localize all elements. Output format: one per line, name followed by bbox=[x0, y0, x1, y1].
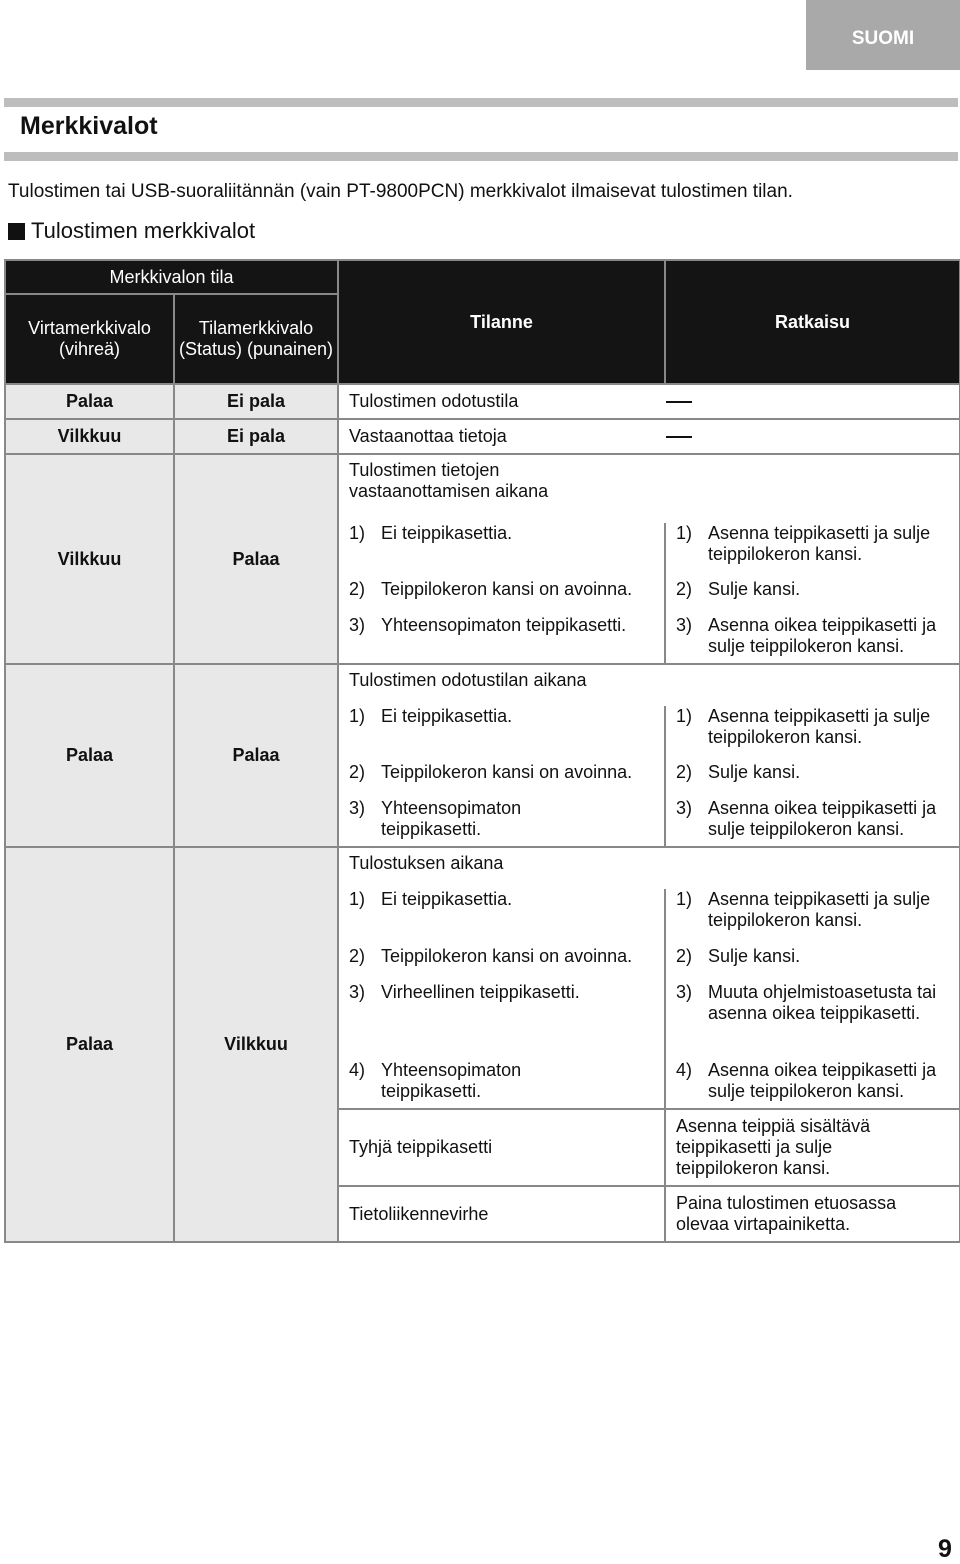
table-row bbox=[5, 847, 960, 889]
solution-item: 1) Asenna teippikasetti ja sulje teippilokeron kansi. bbox=[665, 523, 960, 579]
table-row bbox=[5, 419, 960, 454]
situation-item: 1) Ei teippikasettia. bbox=[338, 523, 665, 579]
dash-icon bbox=[666, 436, 692, 438]
power-cell: Vilkkuu bbox=[5, 454, 174, 664]
situation-item: 2) Teippilokeron kansi on avoinna. bbox=[338, 762, 665, 798]
situation-item: 3) Yhteensopimaton teippikasetti. bbox=[338, 615, 665, 664]
situation-heading: Tulostuksen aikana bbox=[338, 847, 960, 889]
table-row bbox=[5, 664, 960, 706]
situation-item: 3) Virheellinen teippikasetti. bbox=[338, 982, 665, 1060]
situation-item: 1) Ei teippikasettia. bbox=[338, 706, 665, 762]
status-cell: Ei pala bbox=[174, 419, 338, 454]
subsection-title bbox=[8, 218, 255, 244]
status-cell: Ei pala bbox=[174, 384, 338, 419]
power-cell: Palaa bbox=[5, 847, 174, 1242]
header-solution: Ratkaisu bbox=[665, 260, 960, 384]
indicator-table bbox=[4, 259, 960, 1243]
header-power-light: Virtamerkkivalo (vihreä) bbox=[5, 294, 174, 384]
top-rule bbox=[4, 98, 958, 107]
power-cell: Palaa bbox=[5, 664, 174, 847]
intro-text: Tulostimen tai USB-suoraliitännän (vain PT-9800PCN) merkkivalot ilmaisevat tulostimen tilan. bbox=[8, 181, 793, 202]
status-cell: Palaa bbox=[174, 664, 338, 847]
situation-text: Tulostimen odotustila bbox=[349, 391, 519, 411]
table-row bbox=[5, 384, 960, 419]
square-bullet-icon bbox=[8, 223, 25, 240]
language-tab: SUOMI bbox=[806, 0, 960, 70]
page-number: 9 bbox=[938, 1535, 952, 1563]
situation-item: 1) Ei teippikasettia. bbox=[338, 889, 665, 946]
situation-heading: Tulostimen tietojen vastaanottamisen aikana bbox=[338, 454, 960, 523]
solution-item: 1) Asenna teippikasetti ja sulje teippilokeron kansi. bbox=[665, 706, 960, 762]
solution-item: 2) Sulje kansi. bbox=[665, 946, 960, 982]
situation-cell bbox=[338, 384, 960, 419]
solution-item: 3) Asenna oikea teippikasetti ja sulje teippilokeron kansi. bbox=[665, 615, 960, 664]
power-cell: Palaa bbox=[5, 384, 174, 419]
situation-cell: Tietoliikennevirhe bbox=[338, 1186, 665, 1242]
solution-cell: Paina tulostimen etuosassa olevaa virtapainiketta. bbox=[665, 1186, 960, 1242]
header-indicator-state: Merkkivalon tila bbox=[5, 260, 338, 294]
situation-heading: Tulostimen odotustilan aikana bbox=[338, 664, 960, 706]
situation-cell bbox=[338, 419, 960, 454]
situation-cell: Tyhjä teippikasetti bbox=[338, 1109, 665, 1186]
solution-item: 3) Asenna oikea teippikasetti ja sulje teippilokeron kansi. bbox=[665, 798, 960, 847]
situation-item: 4) Yhteensopimaton teippikasetti. bbox=[338, 1060, 665, 1109]
situation-item: 2) Teippilokeron kansi on avoinna. bbox=[338, 946, 665, 982]
solution-item: 1) Asenna teippikasetti ja sulje teippilokeron kansi. bbox=[665, 889, 960, 946]
status-cell: Vilkkuu bbox=[174, 847, 338, 1242]
solution-item: 2) Sulje kansi. bbox=[665, 762, 960, 798]
situation-text: Vastaanottaa tietoja bbox=[349, 426, 507, 446]
bottom-rule bbox=[4, 152, 958, 161]
table-row bbox=[5, 454, 960, 523]
solution-item: 3) Muuta ohjelmistoasetusta tai asenna oikea teippikasetti. bbox=[665, 982, 960, 1060]
solution-item: 4) Asenna oikea teippikasetti ja sulje teippilokeron kansi. bbox=[665, 1060, 960, 1109]
header-status-light: Tilamerkkivalo (Status) (punainen) bbox=[174, 294, 338, 384]
situation-item: 3) Yhteensopimaton teippikasetti. bbox=[338, 798, 665, 847]
subsection-title-text: Tulostimen merkkivalot bbox=[31, 218, 256, 243]
dash-icon bbox=[666, 401, 692, 403]
header-situation: Tilanne bbox=[338, 260, 665, 384]
section-title: Merkkivalot bbox=[20, 112, 158, 140]
solution-cell: Asenna teippiä sisältävä teippikasetti ja sulje teippilokeron kansi. bbox=[665, 1109, 960, 1186]
status-cell: Palaa bbox=[174, 454, 338, 664]
solution-item: 2) Sulje kansi. bbox=[665, 579, 960, 615]
power-cell: Vilkkuu bbox=[5, 419, 174, 454]
situation-item: 2) Teippilokeron kansi on avoinna. bbox=[338, 579, 665, 615]
